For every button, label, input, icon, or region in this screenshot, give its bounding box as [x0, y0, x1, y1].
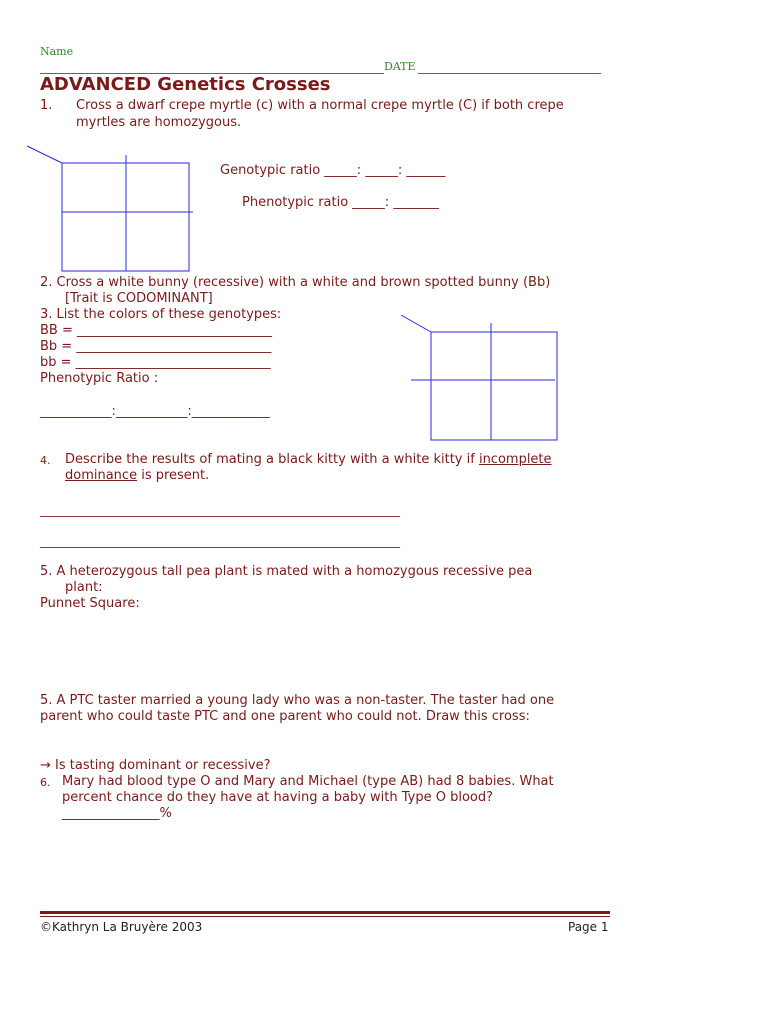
q6-text-line1: Mary had blood type O and Mary and Michael (type AB) had 8 babies. What — [62, 774, 554, 789]
footer-copyright: ©Kathryn La Bruyère 2003 — [40, 920, 203, 934]
q1-text-line2: myrtles are homozygous. — [76, 115, 242, 130]
page-title: ADVANCED Genetics Crosses — [40, 74, 331, 95]
q1-text-line1: Cross a dwarf crepe myrtle (c) with a normal crepe myrtle (C) if both crepe — [76, 98, 564, 113]
q4-answer-line2: ____________________________________________________________ — [40, 534, 400, 548]
footer-page-number: Page 1 — [568, 920, 609, 934]
footer-rule-thin — [40, 916, 610, 917]
q4-term-incomplete: incomplete — [478, 452, 552, 467]
q4-number: 4. — [40, 454, 51, 467]
punnett-square-2 — [401, 315, 557, 440]
q4-text-line1-pre: Describe the results of mating a black kitty with a white kitty if — [65, 452, 479, 467]
q5b-text-line2: parent who could taste PTC and one parent who could not. Draw this cross: — [40, 709, 530, 724]
punnett-square-2-border — [431, 332, 557, 440]
q5b-dominance-question: → Is tasting dominant or recessive? — [40, 758, 271, 773]
q2-text-line2: [Trait is CODOMINANT] — [65, 291, 213, 306]
q5a-text-line2: plant: — [65, 580, 103, 595]
q3-genotype-Bb: Bb = ______________________________ — [40, 339, 272, 354]
q3-ratio-blanks: ___________:___________:____________ — [40, 404, 270, 419]
q6-answer-blank: _______________% — [62, 806, 172, 821]
q5b-text-line1: 5. A PTC taster married a young lady who was a non-taster. The taster had one — [40, 693, 555, 708]
q3-genotype-bb: bb = ______________________________ — [40, 355, 271, 370]
name-label: Name — [40, 45, 74, 58]
q4-text-line2 — [65, 468, 209, 484]
q1-genotypic-ratio: Genotypic ratio _____: _____: ______ — [220, 163, 446, 178]
q6-text-line2: percent chance do they have at having a baby with Type O blood? — [62, 790, 494, 805]
q4-text-line1 — [65, 452, 552, 468]
punnett-square-1-diagonal — [27, 146, 62, 163]
punnett-square-2-diagonal — [401, 315, 431, 332]
q3-genotype-BB: BB = ______________________________ — [40, 323, 272, 338]
q4-answer-line1: ____________________________________________________________ — [40, 503, 400, 517]
date-label: DATE — [384, 60, 416, 73]
q4-text-line2-post: is present. — [137, 468, 210, 483]
footer-rule-thick — [40, 911, 610, 914]
q6-number: 6. — [40, 776, 51, 789]
q5a-text-line1: 5. A heterozygous tall pea plant is mated with a homozygous recessive pea — [40, 564, 533, 579]
q3-heading: 3. List the colors of these genotypes: — [40, 307, 282, 322]
q2-text-line1: 2. Cross a white bunny (recessive) with a white and brown spotted bunny (Bb) — [40, 275, 551, 290]
punnett-square-1 — [27, 146, 193, 271]
q5a-punnet-label: Punnet Square: — [40, 596, 140, 611]
q3-phenotypic-ratio-label: Phenotypic Ratio : — [40, 371, 159, 386]
q1-number: 1. — [40, 98, 53, 113]
q4-term-dominance: dominance — [65, 468, 138, 483]
q1-phenotypic-ratio: Phenotypic ratio _____: _______ — [242, 195, 439, 210]
